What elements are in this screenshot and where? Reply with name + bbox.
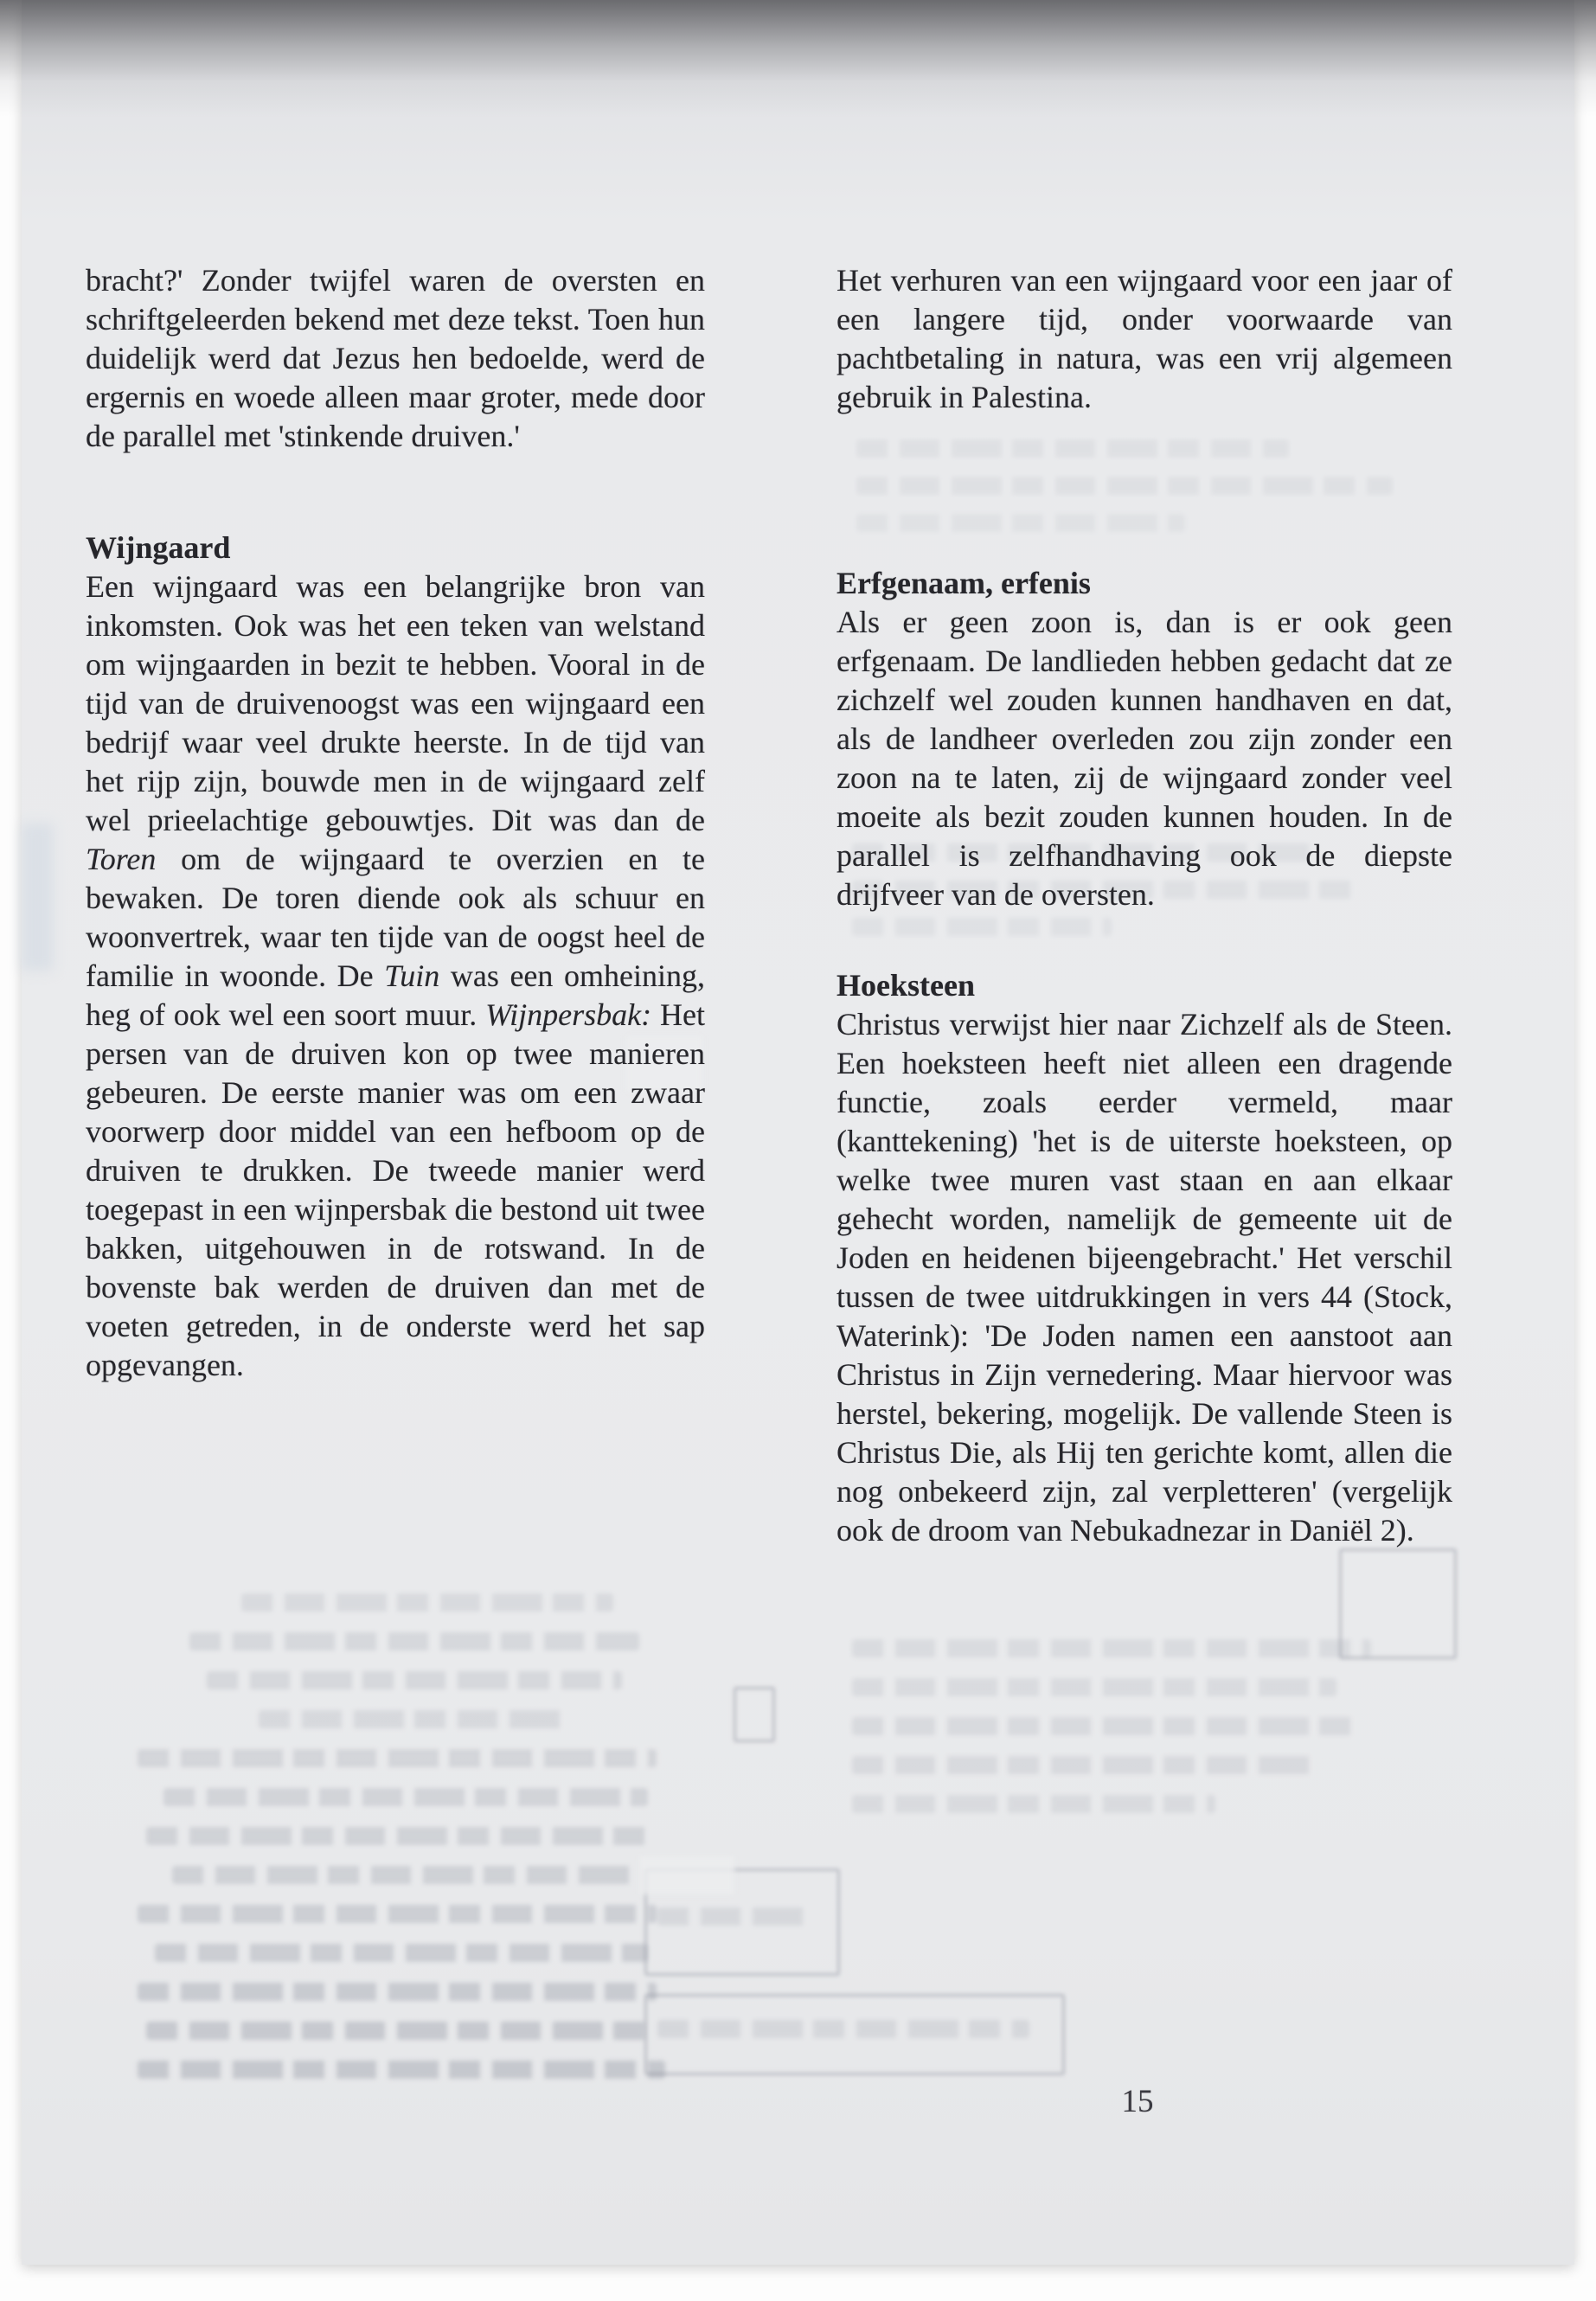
bleedthrough-ghost-line bbox=[172, 1866, 639, 1884]
bleedthrough-ghost-line bbox=[852, 1717, 1354, 1735]
bleedthrough-ghost-line bbox=[241, 1593, 613, 1612]
bleedthrough-ghost-line bbox=[852, 1678, 1336, 1696]
bleedthrough-ghost-line bbox=[207, 1671, 622, 1689]
bleedthrough-ghost-line bbox=[189, 1632, 639, 1650]
bleedthrough-ghost-line bbox=[259, 1710, 570, 1728]
bleedthrough-ghost-line bbox=[138, 1905, 657, 1923]
heading-wijngaard: Wijngaard bbox=[86, 530, 231, 565]
text-segment-italic: Tuin bbox=[384, 958, 440, 993]
right-column bbox=[836, 261, 1452, 1550]
heading-hoeksteen: Hoeksteen bbox=[836, 968, 975, 1003]
bleedthrough-ghost-box bbox=[734, 1687, 775, 1742]
paragraph-verhuren: Het verhuren van een wijngaard voor een jaar of een langere tijd, onder voorwaarde van pachtbetaling in natura, was een vrij algemeen gebruik in Palestina. bbox=[836, 263, 1452, 414]
text-segment-italic: Wijnpersbak: bbox=[485, 997, 652, 1032]
left-column bbox=[86, 261, 705, 1385]
text-segment: was een omheining, heg of ook wel een soort muur. bbox=[86, 958, 705, 1032]
bleedthrough-ghost-line bbox=[138, 1983, 657, 2001]
bleedthrough-ghost-line bbox=[852, 1795, 1215, 1813]
paragraph-hoeksteen: Christus verwijst hier naar Zichzelf als de Steen. Een hoeksteen heeft niet alleen een dragende functie, zoals eerder vermeld, maar (kanttekening) 'het is de uiterste hoeksteen, op welke twee muren vast staan en aan elkaar gehecht worden, namelijk de gemeente uit de Joden en heidenen bijeengebracht.' Het verschil tussen de twee uitdrukkingen in vers 44 (Stock, Waterink): 'De Joden namen een aanstoot aan Christus in Zijn vernedering. Maar hiervoor was herstel, bekering, mogelijk. De vallende Steen is Christus Die, als Hij ten gerichte komt, allen die nog onbekeerd zijn, zal verpletteren' (vergelijk ook de droom van Nebukadnezar in Daniël 2). bbox=[836, 1007, 1452, 1548]
paragraph-erfgenaam: Als er geen zoon is, dan is er ook geen erfgenaam. De landlieden hebben gedacht dat ze zichzelf wel zouden kunnen handhaven en dat, als de landheer overleden zou zijn zonder een zoon na te laten, zij de wijngaard zonder veel moeite als bezit zouden kunnen houden. In de parallel is zelfhandhaving ook de diepste drijfveer van de oversten. bbox=[836, 605, 1452, 912]
bleedthrough-ghost-box bbox=[1339, 1548, 1457, 1659]
text-segment-italic: Toren bbox=[86, 842, 157, 876]
bleedthrough-ghost-line bbox=[138, 1749, 657, 1767]
bleedthrough-ghost-line bbox=[155, 1944, 648, 1962]
text-segment: Een wijngaard was een belangrijke bron van inkomsten. Ook was het een teken van welstand om wijngaarden in bezit te hebben. Vooral in de tijd van de druivenoogst was een wijngaard een bedrijf waar veel drukte heerste. In de tijd van het rijp zijn, bouwde men in de wijngaard zelf wel prieelachtige gebouwtjes. Dit was dan de bbox=[86, 569, 705, 837]
heading-erfgenaam: Erfgenaam, erfenis bbox=[836, 566, 1091, 600]
paragraph-wijngaard bbox=[86, 567, 705, 1385]
bleedthrough-ghost-line bbox=[146, 2022, 657, 2040]
scan-edge-artifact bbox=[22, 824, 53, 971]
bleedthrough-ghost-line bbox=[146, 1827, 657, 1845]
correction-patch bbox=[639, 1856, 734, 1894]
bleedthrough-ghost-line bbox=[138, 2061, 665, 2079]
bleedthrough-ghost-line bbox=[657, 2020, 1029, 2038]
bleedthrough-ghost-line bbox=[657, 1907, 813, 1926]
text-segment: Het persen van de druiven kon op twee manieren gebeuren. De eerste manier was om een zwaar voorwerp door middel van een hefboom op de druiven te drukken. De tweede manier werd toegepast in een wijnpersbak die bestond uit twee bakken, uitgehouwen in de rotswand. In de bovenste bak werden de druiven dan met de voeten getreden, in de onderste werd het sap opgevangen. bbox=[86, 997, 705, 1382]
page-number: 15 bbox=[1121, 2084, 1154, 2119]
bleedthrough-ghost-line bbox=[852, 1639, 1371, 1657]
bleedthrough-ghost-line bbox=[852, 1756, 1319, 1774]
bleedthrough-ghost-line bbox=[163, 1788, 648, 1806]
text-segment: om de wijngaard te overzien en te bewaken. De toren diende ook als schuur en woonvertrek, waar ten tijde van de oogst heel de familie in woonde. De bbox=[86, 842, 705, 993]
paragraph-intro: bracht?' Zonder twijfel waren de oversten en schriftgeleerden bekend met deze tekst. Toen hun duidelijk werd dat Jezus hen bedoelde, werd de ergernis en woede alleen maar groter, mede door de parallel met 'stinkende druiven.' bbox=[86, 263, 705, 453]
